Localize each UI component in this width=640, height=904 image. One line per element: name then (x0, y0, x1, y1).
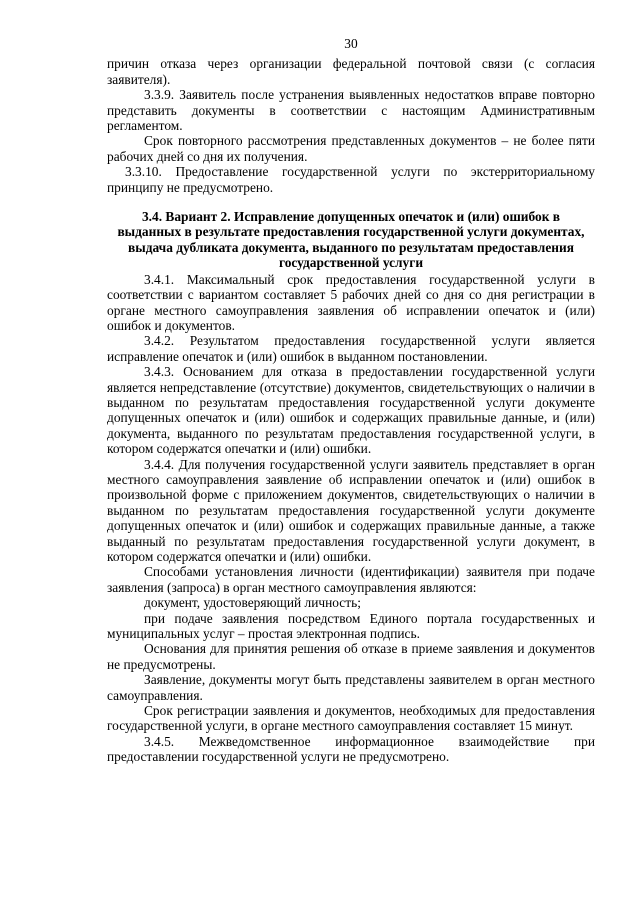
paragraph-repeat-review-term: Срок повторного рассмотрения представленных документов – не более пяти рабочих дней со дня их получения. (107, 133, 595, 164)
paragraph-3-3-10: 3.3.10. Предоставление государственной услуги по экстерриториальному принципу не предусмотрено. (107, 164, 595, 195)
page-number: 30 (344, 36, 358, 51)
paragraph-registration-term: Срок регистрации заявления и документов, необходимых для предоставления государственной услуги, в органе местного самоуправления составляет 15 минут. (107, 703, 595, 734)
section-heading-3-4: 3.4. Вариант 2. Исправление допущенных опечаток и (или) ошибок в выданных в результате предоставления государственной услуги документах, выдача дубликата документа, выданного по результатам предоставления государственной услуги (117, 209, 585, 271)
document-page (107, 36, 595, 765)
paragraph-submission: Заявление, документы могут быть представлены заявителем в орган местного самоуправления. (107, 672, 595, 703)
paragraph-identification-methods: Способами установления личности (идентификации) заявителя при подаче заявления (запроса) в орган местного самоуправления являются: (107, 564, 595, 595)
paragraph-refusal-continuation: причин отказа через организации федеральной почтовой связи (с согласия заявителя). (107, 56, 595, 87)
paragraph-3-4-3: 3.4.3. Основанием для отказа в предоставлении государственной услуги является непредставление (отсутствие) документов, свидетельствующих о наличии в выданном по результатам предоставления государственной услуги документе допущенных опечаток и (или) ошибок и содержащих правильные данные, и (или) документа, выданного по результатам предоставления государственной услуги, в котором содержатся опечатки и (или) ошибки. (107, 364, 595, 457)
paragraph-identity-document: документ, удостоверяющий личность; (144, 595, 361, 611)
paragraph-refusal-grounds: Основания для принятия решения об отказе в приеме заявления и документов не предусмотрены. (107, 641, 595, 672)
paragraph-3-4-4: 3.4.4. Для получения государственной услуги заявитель представляет в орган местного самоуправления заявление об исправлении опечаток и (или) ошибок в произвольной форме с приложением документов, свидетельствующих о наличии в выданном по результатам предоставления государственной услуги документе допущенных опечаток и (или) ошибок и содержащих правильные данные, а также выданный по результатам предоставления государственной услуги документ, в котором содержатся опечатки и (или) ошибки. (107, 456, 595, 564)
paragraph-electronic-signature: при подаче заявления посредством Единого портала государственных и муниципальных услуг – простая электронная подпись. (107, 610, 595, 642)
paragraph-3-4-2: 3.4.2. Результатом предоставления государственной услуги является исправление опечаток и (или) ошибок в выданном постановлении. (107, 333, 595, 364)
paragraph-3-4-1: 3.4.1. Максимальный срок предоставления государственной услуги в соответствии с вариантом составляет 5 рабочих дней со дня со дня регистрации в органе местного самоуправления заявления об исправлении опечаток и (или) ошибок и документов. (107, 271, 595, 333)
paragraph-3-4-5: 3.4.5. Межведомственное информационное взаимодействие при предоставлении государственной услуги не предусмотрено. (107, 733, 595, 765)
paragraph-3-3-9: 3.3.9. Заявитель после устранения выявленных недостатков вправе повторно представить документы в соответствии с настоящим Административным регламентом. (107, 87, 595, 134)
